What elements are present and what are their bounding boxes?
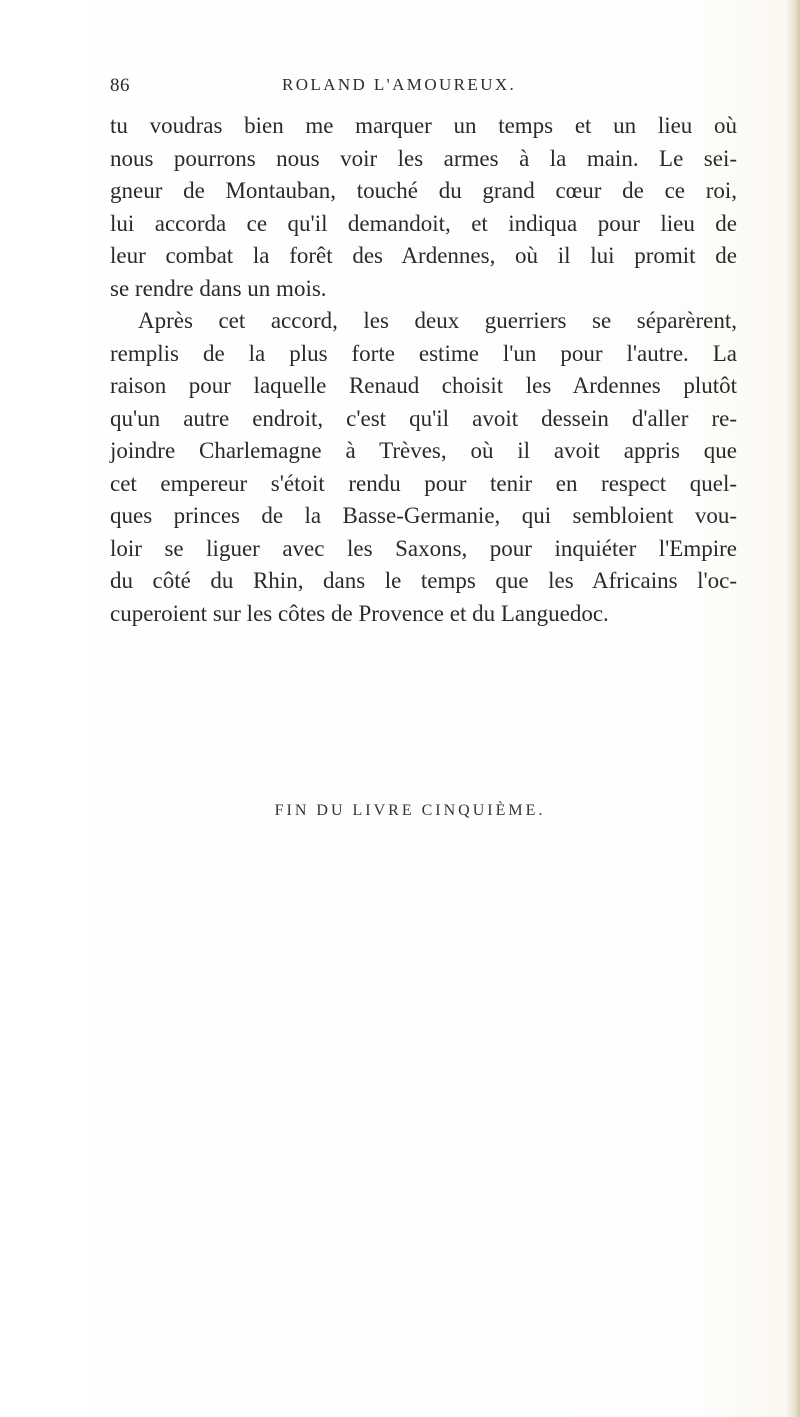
paragraph-start-line: Après cet accord, les deux guerriers se séparèrent, bbox=[138, 308, 737, 333]
page-edge-shadow bbox=[786, 0, 800, 1417]
text-line: du côté du Rhin, dans le temps que les Africains l'oc- bbox=[110, 568, 737, 593]
text-line: nous pourrons nous voir les armes à la main. Le sei- bbox=[110, 145, 737, 171]
text-line: cet empereur s'étoit rendu pour tenir en respect quel- bbox=[110, 470, 737, 496]
text-line: tu voudras bien me marquer un temps et un lieu où bbox=[110, 113, 737, 138]
colophon: FIN DU LIVRE CINQUIÈME. bbox=[274, 802, 546, 819]
text-line: qu'un autre endroit, c'est qu'il avoit dessein d'aller re- bbox=[110, 405, 737, 431]
paragraph-end-line: se rendre dans un mois. bbox=[110, 275, 327, 301]
text-line: joindre Charlemagne à Trèves, où il avoit appris que bbox=[110, 438, 737, 463]
running-title: ROLAND L'AMOUREUX. bbox=[282, 75, 517, 94]
page-number: 86 bbox=[110, 75, 130, 96]
text-line: remplis de la plus forte estime l'un pour l'autre. La bbox=[110, 340, 737, 366]
paragraph-end-line: cuperoient sur les côtes de Provence et du Languedoc. bbox=[110, 600, 609, 626]
text-line: gneur de Montauban, touché du grand cœur de ce roi, bbox=[110, 178, 737, 203]
body-text bbox=[110, 110, 737, 630]
text-line: leur combat la forêt des Ardennes, où il lui promit de bbox=[110, 243, 737, 268]
text-line: lui accorda ce qu'il demandoit, et indiqua pour lieu de bbox=[110, 210, 737, 236]
text-line: raison pour laquelle Renaud choisit les Ardennes plutôt bbox=[110, 373, 737, 398]
text-line: ques princes de la Basse-Germanie, qui sembloient vou- bbox=[110, 503, 737, 528]
running-head bbox=[110, 75, 730, 101]
text-line: loir se liguer avec les Saxons, pour inquiéter l'Empire bbox=[110, 535, 737, 561]
